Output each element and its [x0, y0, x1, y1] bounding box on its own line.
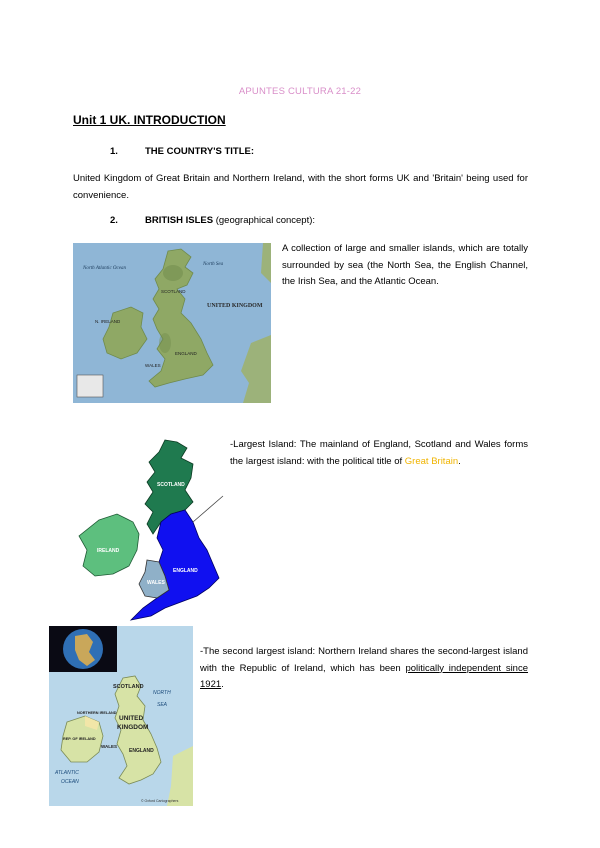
atlantic-label-3: ATLANTIC [55, 770, 79, 776]
section-1-number: 1. [110, 146, 118, 157]
united-label-3: UNITED [119, 715, 144, 722]
largest-island-text-before: -Largest Island: The mainland of England, Scotland and Wales forms the largest island: with the political title of [230, 439, 528, 467]
scotland-label-2: SCOTLAND [157, 482, 185, 488]
section-2-number: 2. [110, 215, 118, 226]
unit-title: Unit 1 UK. INTRODUCTION [73, 113, 226, 127]
uk-nations-map [73, 438, 225, 623]
section-2-title-bold: BRITISH ISLES [145, 215, 214, 226]
north-sea-label: North Sea [203, 262, 224, 267]
north-atlantic-label: North Atlantic Ocean [83, 266, 126, 271]
second-island-text-before: -The second largest island: Northern Ireland shares the second-largest island with the Republic of Ireland, which has been [200, 646, 528, 674]
largest-island-text-after: . [458, 455, 461, 467]
great-britain-highlight: Great Britain [404, 455, 459, 467]
scotland-label-3: SCOTLAND [113, 684, 144, 690]
north-label-3: NORTH [153, 690, 171, 696]
uk-political-map-graphic [49, 626, 193, 806]
section-2-title [145, 215, 315, 226]
northern-ireland-label-3: NORTHERN IRELAND [77, 711, 117, 715]
section-1-title: THE COUNTRY'S TITLE: [145, 146, 255, 157]
sea-label-3: SEA [157, 702, 168, 708]
wales-label-3: WALES [101, 744, 118, 749]
second-island-text [200, 644, 528, 694]
uk-nations-map-graphic [73, 438, 225, 623]
england-label-1: ENGLAND [175, 351, 197, 356]
second-island-text-after: . [221, 679, 224, 690]
largest-island-text [230, 437, 528, 470]
wales-label-1: WALES [145, 363, 161, 368]
pennines-relief [159, 333, 171, 353]
section-2-title-rest: (geographical concept): [213, 215, 316, 226]
ocean-label-3: OCEAN [61, 779, 79, 785]
british-isles-map-graphic [73, 243, 271, 403]
highlands-relief [163, 265, 183, 281]
independence-underlined: politically independent since 1921 [200, 662, 529, 690]
scotland-label-1: SCOTLAND [161, 289, 186, 294]
section-2-body: A collection of large and smaller islands, which are totally surrounded by sea (the North Sea, the English Channel, the Irish Sea, and the Atlantic Ocean. [282, 243, 528, 287]
n-ireland-label: N. IRELAND [95, 319, 121, 324]
england-label-3: ENGLAND [129, 748, 154, 754]
page-header: APUNTES CULTURA 21-22 [238, 86, 362, 97]
scale-legend-box [77, 375, 103, 397]
ireland-label-2: IRELAND [97, 548, 120, 554]
section-1-body: United Kingdom of Great Britain and Northern Ireland, with the short forms UK and 'Britain' being used for convenience. [73, 173, 528, 201]
british-isles-map [73, 243, 271, 403]
kingdom-label-3: KINGDOM [117, 724, 149, 731]
map-copyright: © Oxford Cartographers [141, 799, 179, 803]
uk-political-map [49, 626, 193, 806]
united-kingdom-label: UNITED KINGDOM [207, 303, 263, 309]
england-label-2: ENGLAND [173, 568, 198, 574]
wales-label-2: WALES [147, 580, 165, 586]
rep-of-ireland-label-3: REP. OF IRELAND [63, 737, 96, 741]
